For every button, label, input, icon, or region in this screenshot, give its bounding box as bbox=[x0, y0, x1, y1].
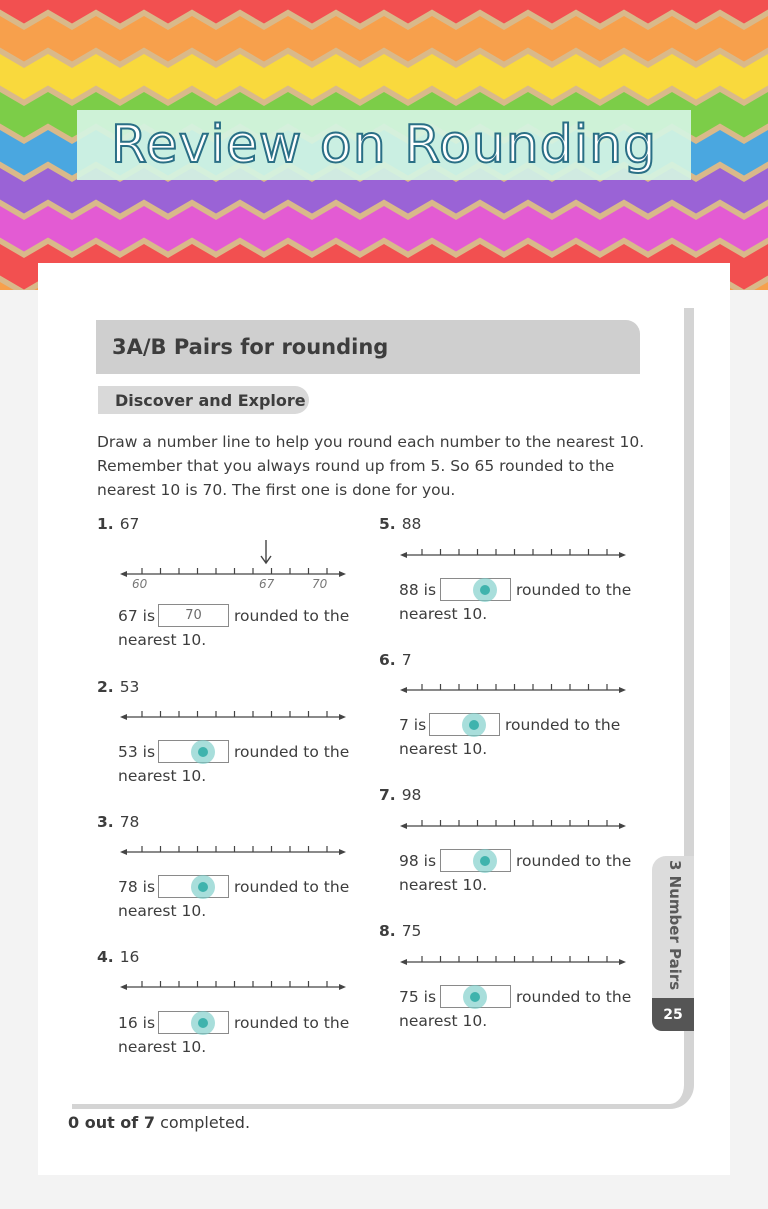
arrow-right-icon bbox=[339, 984, 346, 990]
answer-prefix: 75 is bbox=[399, 988, 437, 1006]
answer-suffix: rounded to the bbox=[516, 581, 632, 599]
question-number: 5. bbox=[379, 515, 396, 533]
progress-suffix: completed. bbox=[160, 1113, 251, 1132]
answer-input[interactable] bbox=[440, 578, 511, 601]
arrow-right-icon bbox=[619, 687, 626, 693]
answer-nearest: nearest 10. bbox=[118, 1038, 207, 1056]
chapter-side-tab bbox=[652, 856, 694, 998]
number-line[interactable] bbox=[118, 706, 348, 726]
question-number: 6. bbox=[379, 651, 396, 669]
arrow-right-icon bbox=[619, 552, 626, 558]
answer-value: 70 bbox=[185, 608, 202, 623]
title-box bbox=[77, 110, 691, 180]
instructions-line: nearest 10 is 70. The first one is done for you. bbox=[97, 481, 456, 499]
section-header bbox=[96, 320, 640, 374]
question-5-title bbox=[379, 515, 421, 533]
number-line[interactable] bbox=[398, 815, 628, 835]
answer-suffix: rounded to the bbox=[234, 607, 350, 625]
question-value: 75 bbox=[401, 922, 422, 940]
question-4-title bbox=[97, 948, 139, 966]
answer-nearest: nearest 10. bbox=[399, 740, 488, 758]
answer-hotspot-icon[interactable] bbox=[463, 985, 487, 1009]
arrow-left-icon bbox=[400, 823, 407, 829]
arrow-left-icon bbox=[400, 552, 407, 558]
answer-suffix: rounded to the bbox=[516, 852, 632, 870]
arrow-right-icon bbox=[619, 823, 626, 829]
question-2-title bbox=[97, 678, 139, 696]
chapter-label: 3 Number Pairs bbox=[666, 860, 684, 991]
question-number: 2. bbox=[97, 678, 114, 696]
progress-count: 0 out of 7 bbox=[68, 1113, 155, 1132]
answer-suffix: rounded to the bbox=[234, 878, 350, 896]
number-line[interactable] bbox=[398, 544, 628, 564]
question-3-title bbox=[97, 813, 139, 831]
question-value: 88 bbox=[401, 515, 422, 533]
number-line[interactable] bbox=[118, 841, 348, 861]
number-line[interactable] bbox=[398, 679, 628, 699]
answer-box bbox=[158, 604, 229, 627]
answer-input[interactable] bbox=[440, 849, 511, 872]
answer-prefix: 78 is bbox=[118, 878, 156, 896]
answer-prefix: 16 is bbox=[118, 1014, 156, 1032]
answer-suffix: rounded to the bbox=[234, 1014, 350, 1032]
question-value: 98 bbox=[401, 786, 422, 804]
question-value: 67 bbox=[119, 515, 140, 533]
question-6-title bbox=[379, 651, 412, 669]
answer-nearest: nearest 10. bbox=[118, 767, 207, 785]
answer-suffix: rounded to the bbox=[505, 716, 621, 734]
page-number: 25 bbox=[663, 1006, 683, 1023]
answer-input[interactable] bbox=[158, 1011, 229, 1034]
arrow-left-icon bbox=[400, 959, 407, 965]
progress-status bbox=[68, 1113, 250, 1132]
answer-input[interactable] bbox=[440, 985, 511, 1008]
number-line-label: 70 bbox=[312, 577, 328, 591]
answer-nearest: nearest 10. bbox=[399, 605, 488, 623]
question-number: 1. bbox=[97, 515, 114, 533]
answer-hotspot-icon[interactable] bbox=[191, 1011, 215, 1035]
arrow-left-icon bbox=[120, 984, 127, 990]
question-1-title bbox=[97, 515, 139, 533]
arrow-right-icon bbox=[339, 714, 346, 720]
answer-prefix: 98 is bbox=[399, 852, 437, 870]
arrow-down-icon bbox=[259, 539, 273, 565]
answer-nearest: nearest 10. bbox=[399, 1012, 488, 1030]
arrow-left-icon bbox=[120, 571, 127, 577]
question-number: 4. bbox=[97, 948, 114, 966]
answer-prefix: 7 is bbox=[399, 716, 427, 734]
answer-input[interactable] bbox=[158, 875, 229, 898]
answer-prefix: 53 is bbox=[118, 743, 156, 761]
question-8-title bbox=[379, 922, 421, 940]
answer-hotspot-icon[interactable] bbox=[191, 875, 215, 899]
answer-input[interactable] bbox=[429, 713, 500, 736]
answer-suffix: rounded to the bbox=[234, 743, 350, 761]
question-value: 7 bbox=[401, 651, 412, 669]
arrow-right-icon bbox=[339, 849, 346, 855]
answer-prefix: 88 is bbox=[399, 581, 437, 599]
arrow-left-icon bbox=[120, 714, 127, 720]
number-line-label: 67 bbox=[259, 577, 275, 591]
question-number: 7. bbox=[379, 786, 396, 804]
arrow-left-icon bbox=[400, 687, 407, 693]
section-title: 3A/B Pairs for rounding bbox=[112, 335, 389, 359]
answer-nearest: nearest 10. bbox=[399, 876, 488, 894]
answer-input[interactable] bbox=[158, 740, 229, 763]
answer-hotspot-icon[interactable] bbox=[473, 578, 497, 602]
arrow-right-icon bbox=[339, 571, 346, 577]
number-line[interactable] bbox=[398, 951, 628, 971]
question-value: 53 bbox=[119, 678, 140, 696]
answer-nearest: nearest 10. bbox=[118, 631, 207, 649]
number-line-label: 60 bbox=[132, 577, 148, 591]
answer-hotspot-icon[interactable] bbox=[191, 740, 215, 764]
arrow-right-icon bbox=[619, 959, 626, 965]
answer-suffix: rounded to the bbox=[516, 988, 632, 1006]
answer-nearest: nearest 10. bbox=[118, 902, 207, 920]
page-number-box bbox=[652, 998, 694, 1031]
arrow-left-icon bbox=[120, 849, 127, 855]
question-7-title bbox=[379, 786, 421, 804]
instructions bbox=[97, 430, 657, 502]
subsection-title: Discover and Explore bbox=[115, 390, 306, 410]
question-value: 78 bbox=[119, 813, 140, 831]
question-value: 16 bbox=[119, 948, 140, 966]
answer-hotspot-icon[interactable] bbox=[462, 713, 486, 737]
page-title: Review on Rounding bbox=[110, 115, 658, 175]
number-line[interactable] bbox=[118, 976, 348, 996]
answer-hotspot-icon[interactable] bbox=[473, 849, 497, 873]
instructions-line: Remember that you always round up from 5. So 65 rounded to the bbox=[97, 457, 615, 475]
question-number: 8. bbox=[379, 922, 396, 940]
answer-prefix: 67 is bbox=[118, 607, 156, 625]
subsection-header bbox=[98, 386, 309, 414]
instructions-line: Draw a number line to help you round each number to the nearest 10. bbox=[97, 433, 645, 451]
question-number: 3. bbox=[97, 813, 114, 831]
